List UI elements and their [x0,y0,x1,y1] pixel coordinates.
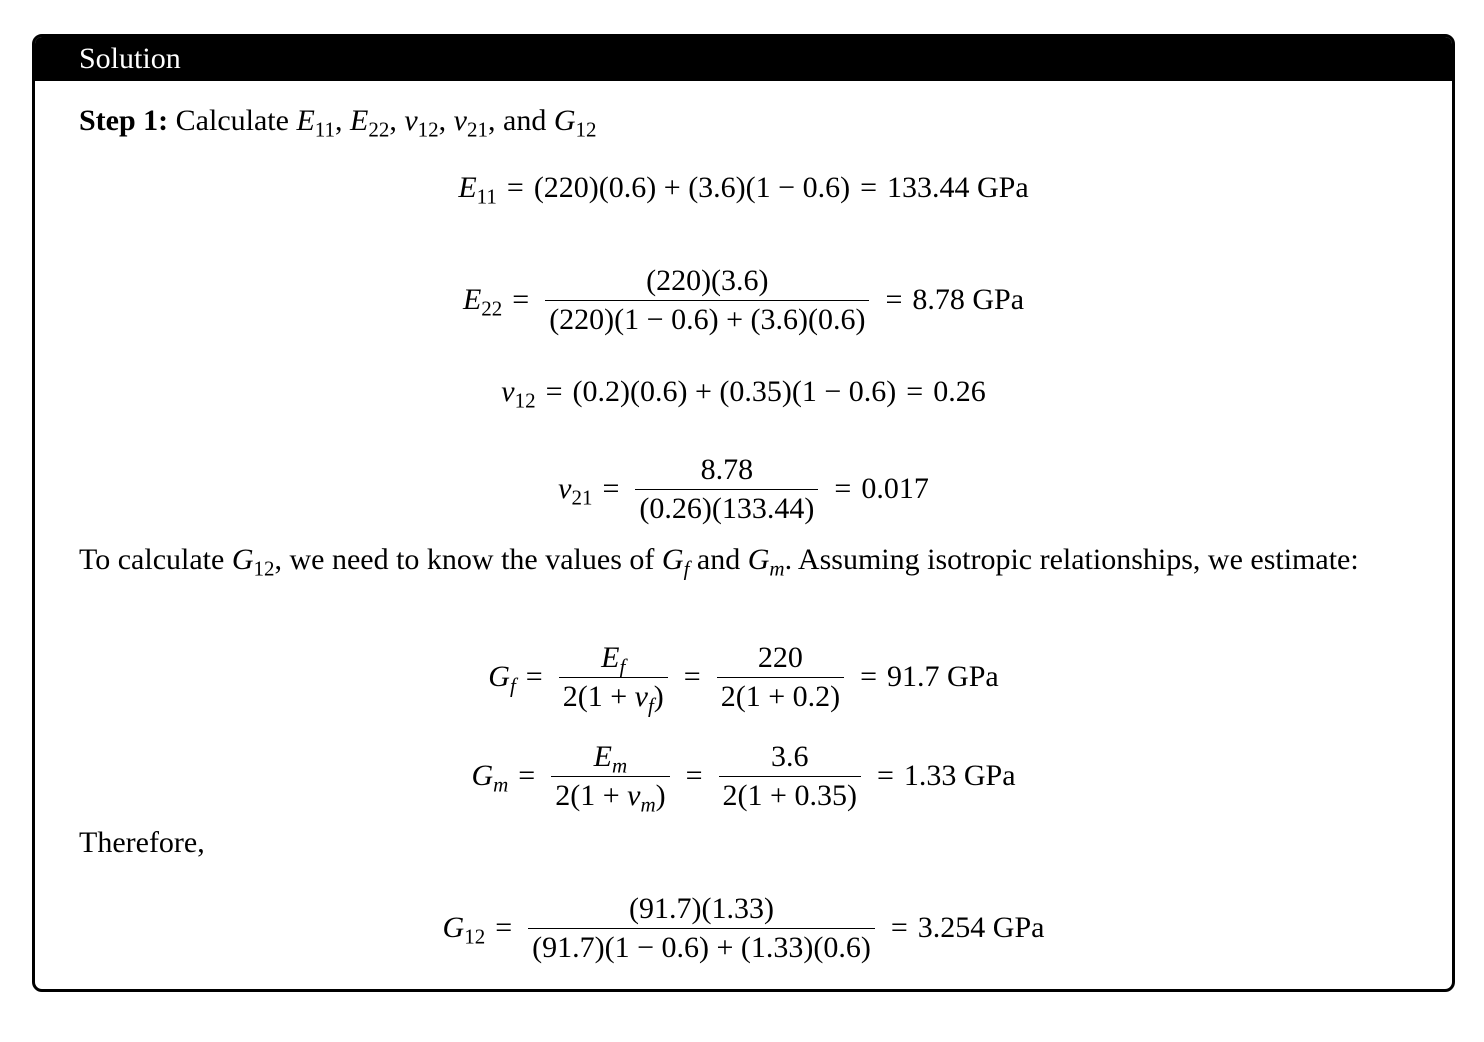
denominator: 2(1 + 0.2) [717,677,844,714]
fraction [635,453,818,526]
eq-lhs: $G_{12}$ [442,911,486,949]
fraction [528,892,875,965]
denominator: (0.26)(133.44) [635,489,818,526]
numerator: (91.7)(1.33) [629,891,774,925]
fraction [717,641,844,714]
explanation-paragraph: To calculate $G_{12}$, we need to know the values of $G_f$ and $G_m$. Assuming isotropic relationships, we estimate: [79,543,1359,581]
numerator: 3.6 [771,739,809,773]
denominator: (91.7)(1 − 0.6) + (1.33)(0.6) [528,928,875,965]
eq-result: 0.26 [933,375,986,408]
eq-result: 1.33 GPa [903,759,1016,792]
fraction [719,740,861,813]
equation-gf: $G_f$ = $\frac{E_f}{2(1 + \nu_f)}$ = $\frac{220}{2(1 + 0.2)}$ = 91.7 GPa [488,640,999,717]
fraction [545,264,869,337]
equation-e11: $E_{11}$ = (220)(0.6) + (3.6)(1 − 0.6) = 133.44 GPa [458,171,1029,209]
numerator: $E_f$ [601,640,626,678]
equation-g12: $G_{12}$ = $\frac{(91.7)(1.33)}{(91.7)(1 - 0.6) + (1.33)(0.6)}$ = 3.254 GPa [442,891,1045,964]
fraction [551,739,669,816]
numerator: 8.78 [700,452,754,486]
eq-lhs: $G_m$ [471,759,509,797]
denominator: $2(1 + \nu_f)$ [559,677,668,714]
eq-result: 3.254 GPa [917,911,1045,944]
denominator: 2(1 + 0.35) [719,776,861,813]
denominator: $2(1 + \nu_m)$ [551,776,669,813]
eq-lhs: $\nu_{21}$ [558,472,593,510]
solution-content [35,37,1452,989]
eq-expr: (0.2)(0.6) + (0.35)(1 − 0.6) [572,375,897,408]
equation-gm: $G_m$ = $\frac{E_m}{2(1 + \nu_m)}$ = $\frac{3.6}{2(1 + 0.35)}$ = 1.33 GPa [471,739,1016,816]
equation-e22: $E_{22}$ = $\frac{(220)(3.6)}{(220)(1 - 0.6) + (3.6)(0.6)}$ = 8.78 GPa [462,263,1025,336]
eq-expr: (220)(0.6) + (3.6)(1 − 0.6) [533,171,851,204]
equation-nu21: $\nu_{21}$ = $\frac{8.78}{(0.26)(133.44)}$ = 0.017 [558,452,929,525]
eq-lhs: $E_{11}$ [458,171,497,209]
therefore-text: Therefore, [79,826,205,859]
eq-result: 133.44 GPa [887,171,1029,204]
step-label: Step 1: [79,104,169,137]
solution-box [32,34,1455,992]
solution-title: Solution [79,42,181,75]
eq-lhs: $G_f$ [488,660,516,698]
numerator: (220)(3.6) [646,263,769,297]
equation-nu12: $\nu_{12}$ = (0.2)(0.6) + (0.35)(1 − 0.6) = 0.26 [501,375,986,413]
eq-result: 8.78 GPa [912,283,1025,316]
step-text: Calculate $E_{11}$, $E_{22}$, $\nu_{12}$, $\nu_{21}$, and $G_{12}$ [175,104,597,142]
step-1-heading [79,103,597,142]
denominator: (220)(1 − 0.6) + (3.6)(0.6) [545,300,869,337]
numerator: $E_m$ [593,739,628,777]
eq-result: 91.7 GPa [887,660,999,693]
eq-lhs: $\nu_{12}$ [501,375,536,413]
numerator: 220 [757,640,803,674]
eq-result: 0.017 [861,472,929,505]
fraction [559,640,668,717]
eq-lhs: $E_{22}$ [462,283,503,321]
